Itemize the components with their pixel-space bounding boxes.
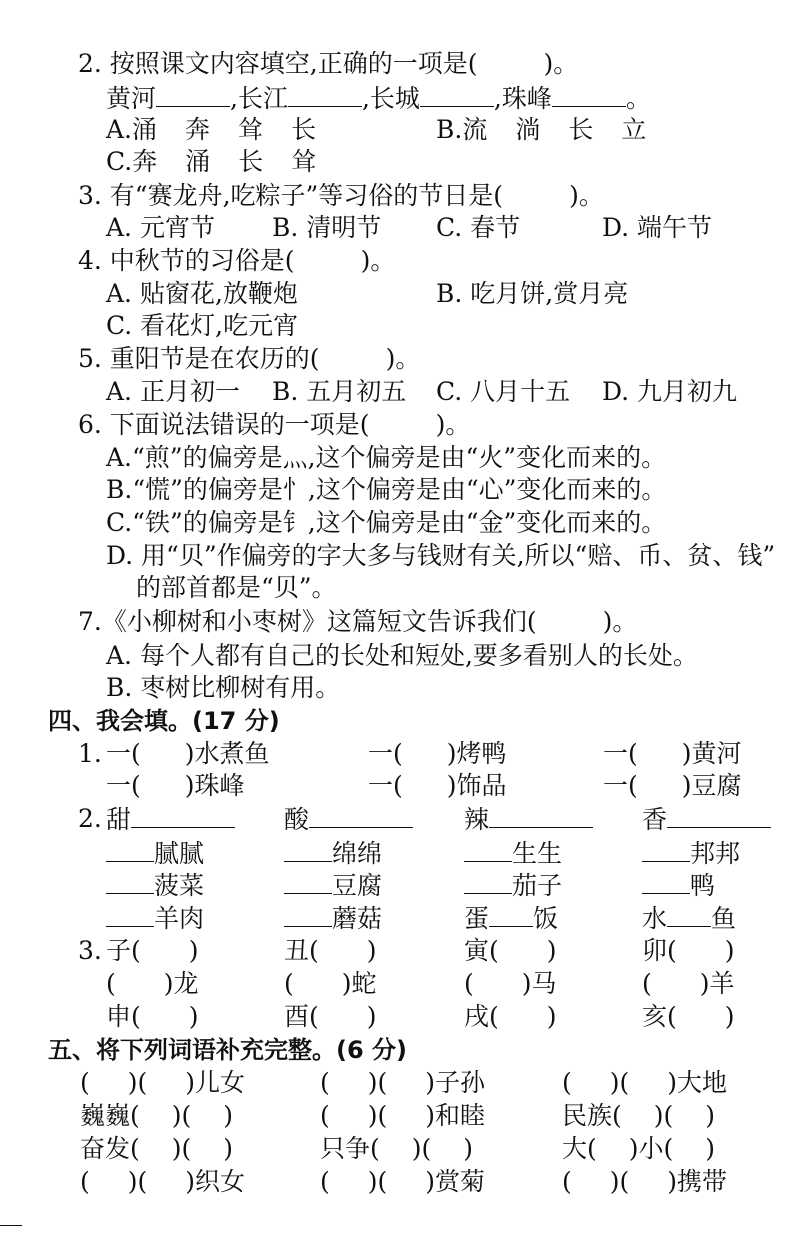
s4-p3-num: 3. bbox=[78, 936, 102, 965]
q5-option-d: D. 九月初九 bbox=[602, 377, 738, 406]
option-label: B. bbox=[436, 115, 463, 144]
zodiac-animal: 蛇 bbox=[351, 969, 377, 998]
idiom-word: 只争( bbox=[320, 1134, 380, 1163]
q6-option-b: B.“慌”的偏旁是忄,这个偏旁是由“心”变化而来的。 bbox=[106, 475, 667, 504]
fill-blank[interactable] bbox=[106, 902, 154, 927]
idiom-item: ( )( )和睦 bbox=[320, 1101, 486, 1130]
fill-blank[interactable] bbox=[106, 869, 154, 894]
idiom-item: ( )( )大地 bbox=[562, 1068, 728, 1097]
idiom-word: 子孙 bbox=[435, 1068, 486, 1097]
q3-stem bbox=[78, 180, 604, 212]
q2-blank-label-2: ,长江 bbox=[230, 84, 288, 113]
fill-blank[interactable] bbox=[667, 902, 711, 927]
fill-blank[interactable] bbox=[667, 803, 771, 828]
q2-stem-text: 2. 按照课文内容填空,正确的一项是( bbox=[78, 49, 478, 78]
measure-noun: 珠峰 bbox=[194, 771, 245, 800]
q7-stem-end: )。 bbox=[602, 607, 638, 636]
option-char: 长 bbox=[238, 147, 264, 176]
measure-prefix: 一( bbox=[368, 739, 403, 768]
q6-option-c: C.“铁”的偏旁是钅,这个偏旁是由“金”变化而来的。 bbox=[106, 508, 667, 537]
measure-prefix: 一( bbox=[368, 771, 403, 800]
q6-stem bbox=[78, 409, 470, 441]
idiom-word: 巍巍( bbox=[80, 1101, 140, 1130]
measure-prefix: 一( bbox=[106, 771, 141, 800]
s4-p2-item bbox=[284, 837, 382, 870]
idiom-word: 大地 bbox=[677, 1068, 728, 1097]
q3-stem-text: 3. 有“赛龙舟,吃粽子”等习俗的节日是( bbox=[78, 181, 504, 210]
q2-option-a bbox=[106, 114, 316, 146]
zodiac-branch: 申( bbox=[106, 1002, 141, 1031]
s4-p1-item: 一( )豆腐 bbox=[603, 771, 742, 800]
zodiac-item: ( )龙 bbox=[106, 969, 199, 998]
word: 蘑菇 bbox=[332, 904, 383, 933]
word: 绵绵 bbox=[332, 839, 383, 868]
s4-p2-item bbox=[464, 837, 562, 870]
q4-stem-end: )。 bbox=[360, 246, 396, 275]
fill-blank[interactable] bbox=[284, 902, 332, 927]
q5-option-c: C. 八月十五 bbox=[436, 377, 571, 406]
zodiac-item: 丑( ) bbox=[284, 936, 377, 965]
zodiac-item: 申( ) bbox=[106, 1002, 199, 1031]
q3-option-d: D. 端午节 bbox=[602, 213, 713, 242]
s4-p2-item bbox=[464, 902, 558, 935]
s4-p2-item bbox=[106, 837, 204, 870]
idiom-word: 织女 bbox=[195, 1167, 246, 1196]
s4-p2-taste bbox=[106, 803, 235, 836]
zodiac-branch: 酉( bbox=[284, 1002, 319, 1031]
option-char: 立 bbox=[621, 115, 647, 144]
q5-stem bbox=[78, 343, 420, 375]
s4-p2-taste bbox=[284, 803, 413, 836]
option-char: 涌 bbox=[132, 115, 158, 144]
zodiac-branch: 亥( bbox=[642, 1002, 677, 1031]
q3-option-c: C. 春节 bbox=[436, 213, 521, 242]
s4-p1-item: 一( )黄河 bbox=[603, 739, 742, 768]
measure-noun: 烤鸭 bbox=[456, 739, 507, 768]
q7-option-a: A. 每个人都有自己的长处和短处,要多看别人的长处。 bbox=[106, 641, 698, 670]
fill-blank[interactable] bbox=[284, 869, 332, 894]
zodiac-branch: 卯( bbox=[642, 936, 677, 965]
fill-blank[interactable] bbox=[642, 869, 690, 894]
idiom-item: ( )( )子孙 bbox=[320, 1068, 486, 1097]
measure-noun: 饰品 bbox=[456, 771, 507, 800]
taste-word: 酸 bbox=[284, 805, 310, 834]
s4-p2-taste bbox=[464, 803, 593, 836]
q3-option-a: A. 元宵节 bbox=[106, 213, 215, 242]
s4-p2-item bbox=[642, 902, 736, 935]
word: 生生 bbox=[512, 839, 563, 868]
s4-p2-item bbox=[642, 869, 715, 902]
option-char: 奔 bbox=[132, 147, 158, 176]
fill-blank[interactable] bbox=[464, 869, 512, 894]
q2-stem-end: )。 bbox=[543, 49, 579, 78]
q5-option-a: A. 正月初一 bbox=[106, 377, 240, 406]
word: 豆腐 bbox=[332, 871, 383, 900]
option-char: 淌 bbox=[515, 115, 541, 144]
idiom-item: 奋发( )( ) bbox=[80, 1134, 234, 1163]
zodiac-item: 亥( ) bbox=[642, 1002, 735, 1031]
q7-stem bbox=[78, 606, 637, 638]
s4-p2-item bbox=[106, 902, 204, 935]
option-label: C. bbox=[106, 147, 133, 176]
s4-p1-item: 一( )烤鸭 bbox=[368, 739, 507, 768]
q2-blank-end: 。 bbox=[625, 84, 651, 113]
fill-blank[interactable] bbox=[552, 82, 626, 107]
idiom-item: ( )( )赏菊 bbox=[320, 1167, 486, 1196]
q3-option-b: B. 清明节 bbox=[272, 213, 382, 242]
zodiac-animal: 马 bbox=[531, 969, 557, 998]
measure-noun: 水煮鱼 bbox=[194, 739, 270, 768]
taste-word: 香 bbox=[642, 805, 668, 834]
fill-blank[interactable] bbox=[309, 803, 413, 828]
idiom-word: 赏菊 bbox=[435, 1167, 486, 1196]
footer-rule bbox=[0, 1225, 22, 1226]
q2-blank-label-3: ,长城 bbox=[361, 84, 420, 113]
idiom-item: ( )( )织女 bbox=[80, 1167, 246, 1196]
word: 鸭 bbox=[690, 871, 716, 900]
fill-blank[interactable] bbox=[464, 837, 512, 862]
section-4-title: 四、我会填。(17 分) bbox=[48, 707, 280, 735]
s4-p1-item: 一( )饰品 bbox=[368, 771, 507, 800]
zodiac-item: ( )蛇 bbox=[284, 969, 377, 998]
s4-p1-num: 1. bbox=[78, 739, 102, 768]
word: 茄子 bbox=[512, 871, 563, 900]
q5-stem-text: 5. 重阳节是在农历的( bbox=[78, 344, 320, 373]
zodiac-branch: 寅( bbox=[464, 936, 499, 965]
s4-p1-item: 一( )水煮鱼 bbox=[106, 739, 270, 768]
word: 腻腻 bbox=[154, 839, 205, 868]
section-5-title: 五、将下列词语补充完整。(6 分) bbox=[48, 1036, 407, 1064]
idiom-item: 民族( )( ) bbox=[562, 1101, 716, 1130]
idiom-word: 奋发( bbox=[80, 1134, 140, 1163]
q5-option-b: B. 五月初五 bbox=[272, 377, 407, 406]
measure-noun: 黄河 bbox=[691, 739, 742, 768]
word: 饭 bbox=[533, 904, 559, 933]
s4-p2-item bbox=[106, 869, 204, 902]
fill-blank[interactable] bbox=[106, 837, 154, 862]
q6-option-d-cont: 的部首都是“贝”。 bbox=[136, 573, 337, 602]
taste-word: 辣 bbox=[464, 805, 490, 834]
idiom-word: 民族( bbox=[562, 1101, 622, 1130]
idiom-word: 小( bbox=[638, 1134, 674, 1163]
idiom-word: 携带 bbox=[677, 1167, 728, 1196]
q2-blanks bbox=[106, 82, 651, 115]
q4-stem-text: 4. 中秋节的习俗是( bbox=[78, 246, 295, 275]
word: 水 bbox=[642, 904, 668, 933]
fill-blank[interactable] bbox=[284, 837, 332, 862]
zodiac-animal: 龙 bbox=[173, 969, 199, 998]
option-char: 涌 bbox=[185, 147, 211, 176]
q2-option-c bbox=[106, 146, 316, 178]
q2-blank-label-4: ,珠峰 bbox=[493, 84, 552, 113]
s4-p2-item bbox=[464, 869, 562, 902]
zodiac-branch: 丑( bbox=[284, 936, 319, 965]
s4-p2-item bbox=[284, 902, 382, 935]
fill-blank[interactable] bbox=[288, 82, 362, 107]
q6-option-a: A.“煎”的偏旁是灬,这个偏旁是由“火”变化而来的。 bbox=[106, 443, 667, 472]
idiom-item: 大( )小( ) bbox=[562, 1134, 716, 1163]
q6-stem-text: 6. 下面说法错误的一项是( bbox=[78, 410, 370, 439]
word: 鱼 bbox=[711, 904, 737, 933]
taste-word: 甜 bbox=[106, 805, 132, 834]
idiom-item: ( )( )儿女 bbox=[80, 1068, 246, 1097]
idiom-word: 大( bbox=[562, 1134, 597, 1163]
word: 菠菜 bbox=[154, 871, 205, 900]
q2-blank-label-1: 黄河 bbox=[106, 84, 157, 113]
s4-p2-taste bbox=[642, 803, 771, 836]
zodiac-item: 戌( ) bbox=[464, 1002, 557, 1031]
measure-prefix: 一( bbox=[603, 771, 638, 800]
measure-prefix: 一( bbox=[603, 739, 638, 768]
idiom-word: 和睦 bbox=[435, 1101, 486, 1130]
option-char: 长 bbox=[568, 115, 594, 144]
zodiac-item: 子( ) bbox=[106, 936, 199, 965]
fill-blank[interactable] bbox=[642, 837, 690, 862]
zodiac-animal: 羊 bbox=[709, 969, 735, 998]
q5-stem-end: )。 bbox=[385, 344, 421, 373]
q3-stem-end: )。 bbox=[569, 181, 604, 210]
q4-option-c: C. 看花灯,吃元宵 bbox=[106, 311, 299, 340]
zodiac-item: ( )马 bbox=[464, 969, 557, 998]
fill-blank[interactable] bbox=[420, 82, 494, 107]
q7-option-b: B. 枣树比柳树有用。 bbox=[106, 673, 341, 702]
word: 邦邦 bbox=[690, 839, 741, 868]
s4-p1-item: 一( )珠峰 bbox=[106, 771, 245, 800]
q2-stem bbox=[78, 48, 578, 80]
option-label: A. bbox=[106, 115, 133, 144]
fill-blank[interactable] bbox=[489, 803, 593, 828]
measure-noun: 豆腐 bbox=[691, 771, 742, 800]
q7-stem-text: 7.《小柳树和小枣树》这篇短文告诉我们( bbox=[78, 607, 537, 636]
option-char: 奔 bbox=[185, 115, 211, 144]
zodiac-item: 卯( ) bbox=[642, 936, 735, 965]
q4-option-b: B. 吃月饼,赏月亮 bbox=[436, 279, 629, 308]
option-char: 长 bbox=[291, 115, 317, 144]
s4-p2-num: 2. bbox=[78, 804, 102, 833]
zodiac-item: 寅( ) bbox=[464, 936, 557, 965]
fill-blank[interactable] bbox=[489, 902, 533, 927]
option-char: 流 bbox=[462, 115, 488, 144]
idiom-item: 只争( )( ) bbox=[320, 1134, 474, 1163]
idiom-item: 巍巍( )( ) bbox=[80, 1101, 234, 1130]
zodiac-item: ( )羊 bbox=[642, 969, 735, 998]
q2-option-b bbox=[436, 114, 646, 146]
fill-blank[interactable] bbox=[156, 82, 230, 107]
s4-p2-item bbox=[642, 837, 740, 870]
option-char: 耸 bbox=[291, 147, 317, 176]
word: 蛋 bbox=[464, 904, 490, 933]
word: 羊肉 bbox=[154, 904, 205, 933]
q6-option-d: D. 用“贝”作偏旁的字大多与钱财有关,所以“赔、币、贫、钱” bbox=[106, 541, 776, 570]
option-char: 耸 bbox=[238, 115, 264, 144]
measure-prefix: 一( bbox=[106, 739, 141, 768]
zodiac-item: 酉( ) bbox=[284, 1002, 377, 1031]
idiom-item: ( )( )携带 bbox=[562, 1167, 728, 1196]
idiom-word: 儿女 bbox=[195, 1068, 246, 1097]
q4-option-a: A. 贴窗花,放鞭炮 bbox=[106, 279, 298, 308]
zodiac-branch: 戌( bbox=[464, 1002, 499, 1031]
q6-stem-end: )。 bbox=[435, 410, 471, 439]
q4-stem bbox=[78, 245, 395, 277]
fill-blank[interactable] bbox=[131, 803, 235, 828]
zodiac-branch: 子( bbox=[106, 936, 141, 965]
s4-p2-item bbox=[284, 869, 382, 902]
